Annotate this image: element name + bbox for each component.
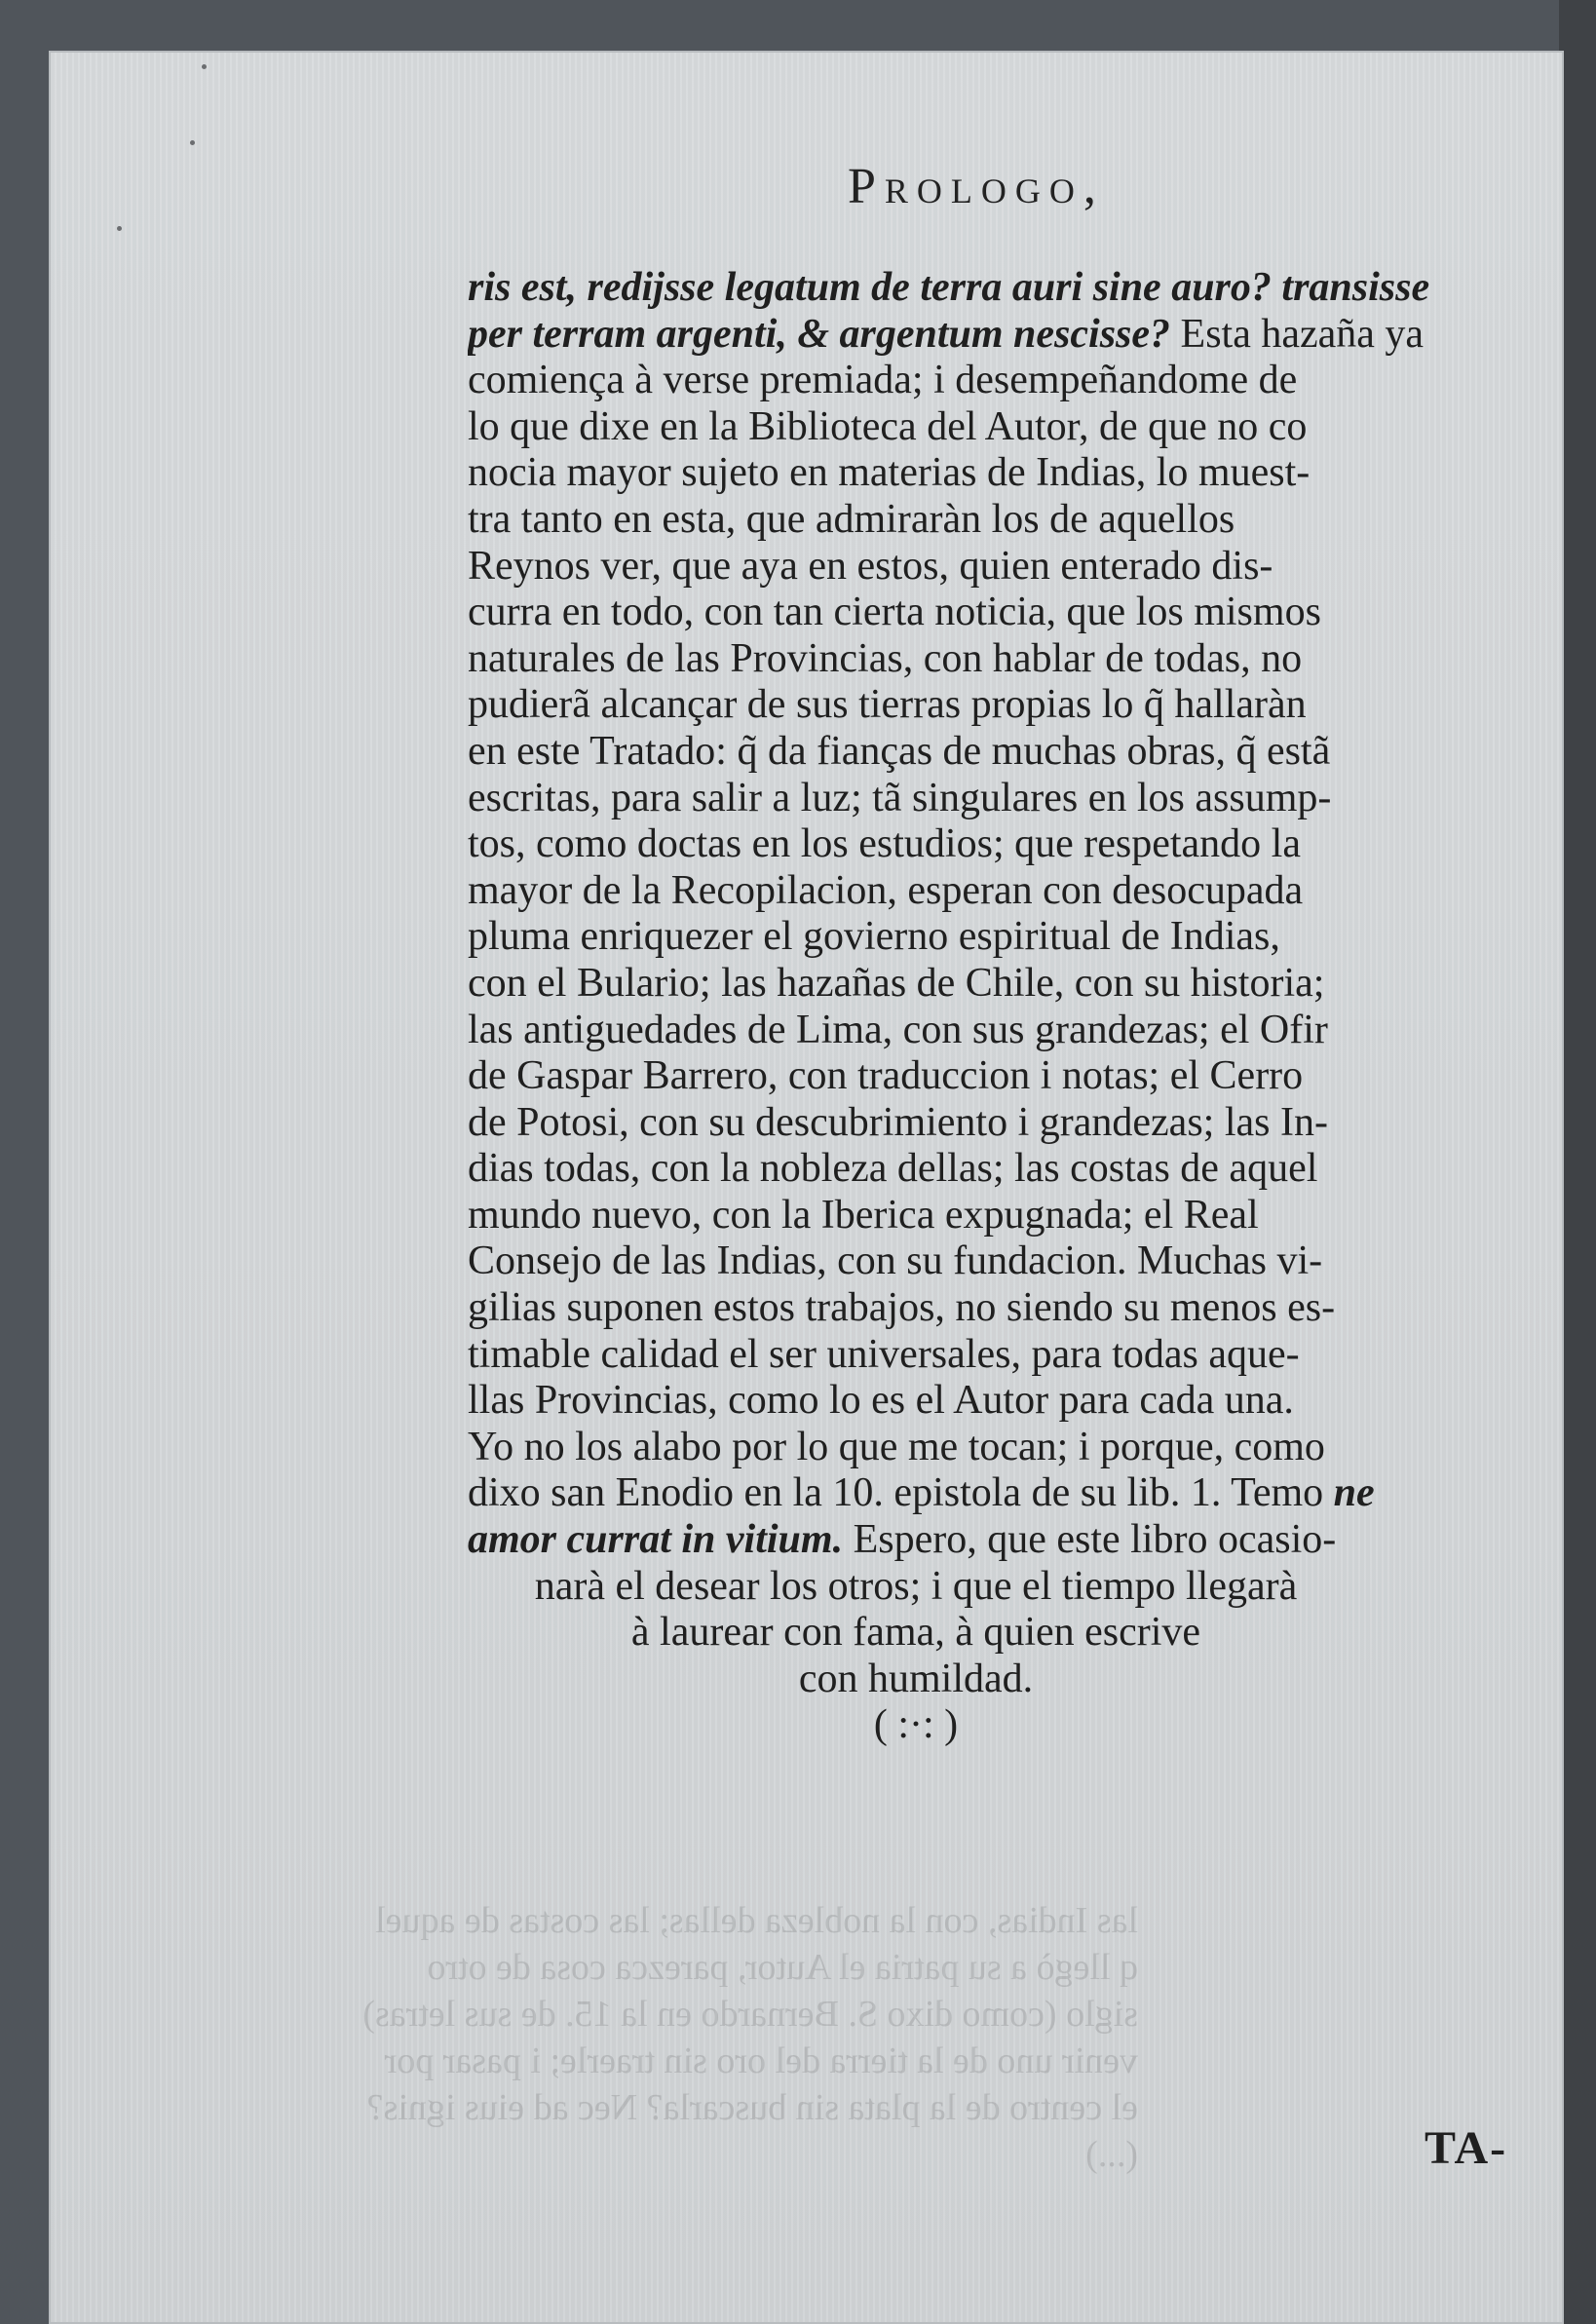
closing-line: à laurear con fama, à quien escrive: [630, 1610, 1201, 1656]
bleed-through-text: [66, 1897, 1138, 2178]
backdrop-edge: [1559, 0, 1596, 2324]
latin-quote: amor currat in vitium.: [468, 1517, 844, 1563]
paper-speck: [202, 64, 207, 69]
text-line: llas Provincias, como lo es el Autor para cada una.: [468, 1378, 1294, 1424]
text-line: tra tanto en esta, que admiraràn los de aquellos: [468, 496, 1235, 542]
bleed-line: (...): [1085, 2134, 1138, 2175]
bleed-line: el centro de la plata sin buscarla? Nec ad eius ignis?: [366, 2087, 1138, 2128]
book-page: [49, 51, 1564, 2324]
main-text-block: [468, 265, 1564, 1749]
spanish-text: Esta hazaña ya: [1170, 311, 1425, 357]
text-line: comiença à verse premiada; i desempeñandome de: [468, 358, 1298, 403]
running-header: Prologo,: [848, 159, 1105, 214]
text-line: gilias suponen estos trabajos, no siendo su menos es-: [468, 1285, 1336, 1331]
text-line: Yo no los alabo por lo que me tocan; i porque, como: [468, 1424, 1325, 1469]
bleed-line: venir uno de la tierra del oro sin traerle; i pasar por: [384, 2040, 1138, 2081]
text-line: tos, como doctas en los estudios; que respetando la: [468, 821, 1301, 867]
text-line: mayor de la Recopilacion, esperan con desocupada: [468, 867, 1304, 913]
closing-line: con humildad.: [798, 1656, 1034, 1701]
text-line: [468, 312, 1564, 359]
text-line: en este Tratado: q̃ da fianças de muchas obras, q̃ estã: [468, 728, 1331, 774]
latin-quote: per terram argenti, & argentum nescisse?: [468, 311, 1171, 357]
catchword: TA-: [1425, 2122, 1508, 2174]
text-line: Reynos ver, que aya en estos, quien enterado dis-: [468, 543, 1273, 589]
text-line: timable calidad el ser universales, para todas aque-: [468, 1331, 1300, 1377]
paper-speck: [190, 140, 195, 145]
spanish-text: dixo san Enodio en la 10. epistola de su lib. 1. Temo: [468, 1470, 1324, 1516]
text-line: [468, 1470, 1564, 1517]
bleed-line: q llegò a su patria el Autor, parezca cosa de otro: [427, 1947, 1138, 1988]
text-line: dias todas, con la nobleza dellas; las costas de aquel: [468, 1146, 1318, 1192]
text-line: curra en todo, con tan cierta noticia, que los mismos: [468, 590, 1321, 635]
bleed-line: las Indias, con la nobleza dellas; las costas de aquel: [375, 1900, 1138, 1941]
text-line: Consejo de las Indias, con su fundacion. Muchas vi-: [468, 1238, 1323, 1284]
text-line: de Potosi, con su descubrimiento i grandezas; las In-: [468, 1099, 1328, 1145]
paper-speck: [117, 226, 122, 231]
text-line: ris est, redijsse legatum de terra auri sine auro? transisse: [468, 265, 1430, 310]
text-line: con el Bulario; las hazañas de Chile, con su historia;: [468, 960, 1325, 1006]
text-line: escritas, para salir a luz; tã singulares en los assump-: [468, 775, 1332, 820]
ornament: ( :·: ): [873, 1702, 959, 1748]
text-line: pudierã alcançar de sus tierras propias lo q̃ hallaràn: [468, 682, 1307, 728]
bleed-line: siglo (como dixo S. Bernardo en la 15. de sus letras): [362, 1994, 1138, 2035]
text-line: naturales de las Provincias, con hablar de todas, no: [468, 635, 1303, 681]
text-line: de Gaspar Barrero, con traduccion i notas; el Cerro: [468, 1053, 1304, 1099]
latin-quote: ne: [1333, 1470, 1375, 1516]
text-line: las antiguedades de Lima, con sus grandezas; el Ofir: [468, 1007, 1328, 1052]
text-line: nocia mayor sujeto en materias de Indias, lo muest-: [468, 450, 1311, 496]
text-line: [468, 1517, 1564, 1564]
closing-line: narà el desear los otros; i que el tiempo llegarà: [534, 1563, 1298, 1609]
text-line: mundo nuevo, con la Iberica expugnada; el Real: [468, 1192, 1259, 1238]
spanish-text: Espero, que este libro ocasio-: [843, 1517, 1337, 1563]
text-line: pluma enriquezer el govierno espiritual de Indias,: [468, 914, 1280, 960]
text-line: lo que dixe en la Biblioteca del Autor, de que no co: [468, 403, 1308, 449]
